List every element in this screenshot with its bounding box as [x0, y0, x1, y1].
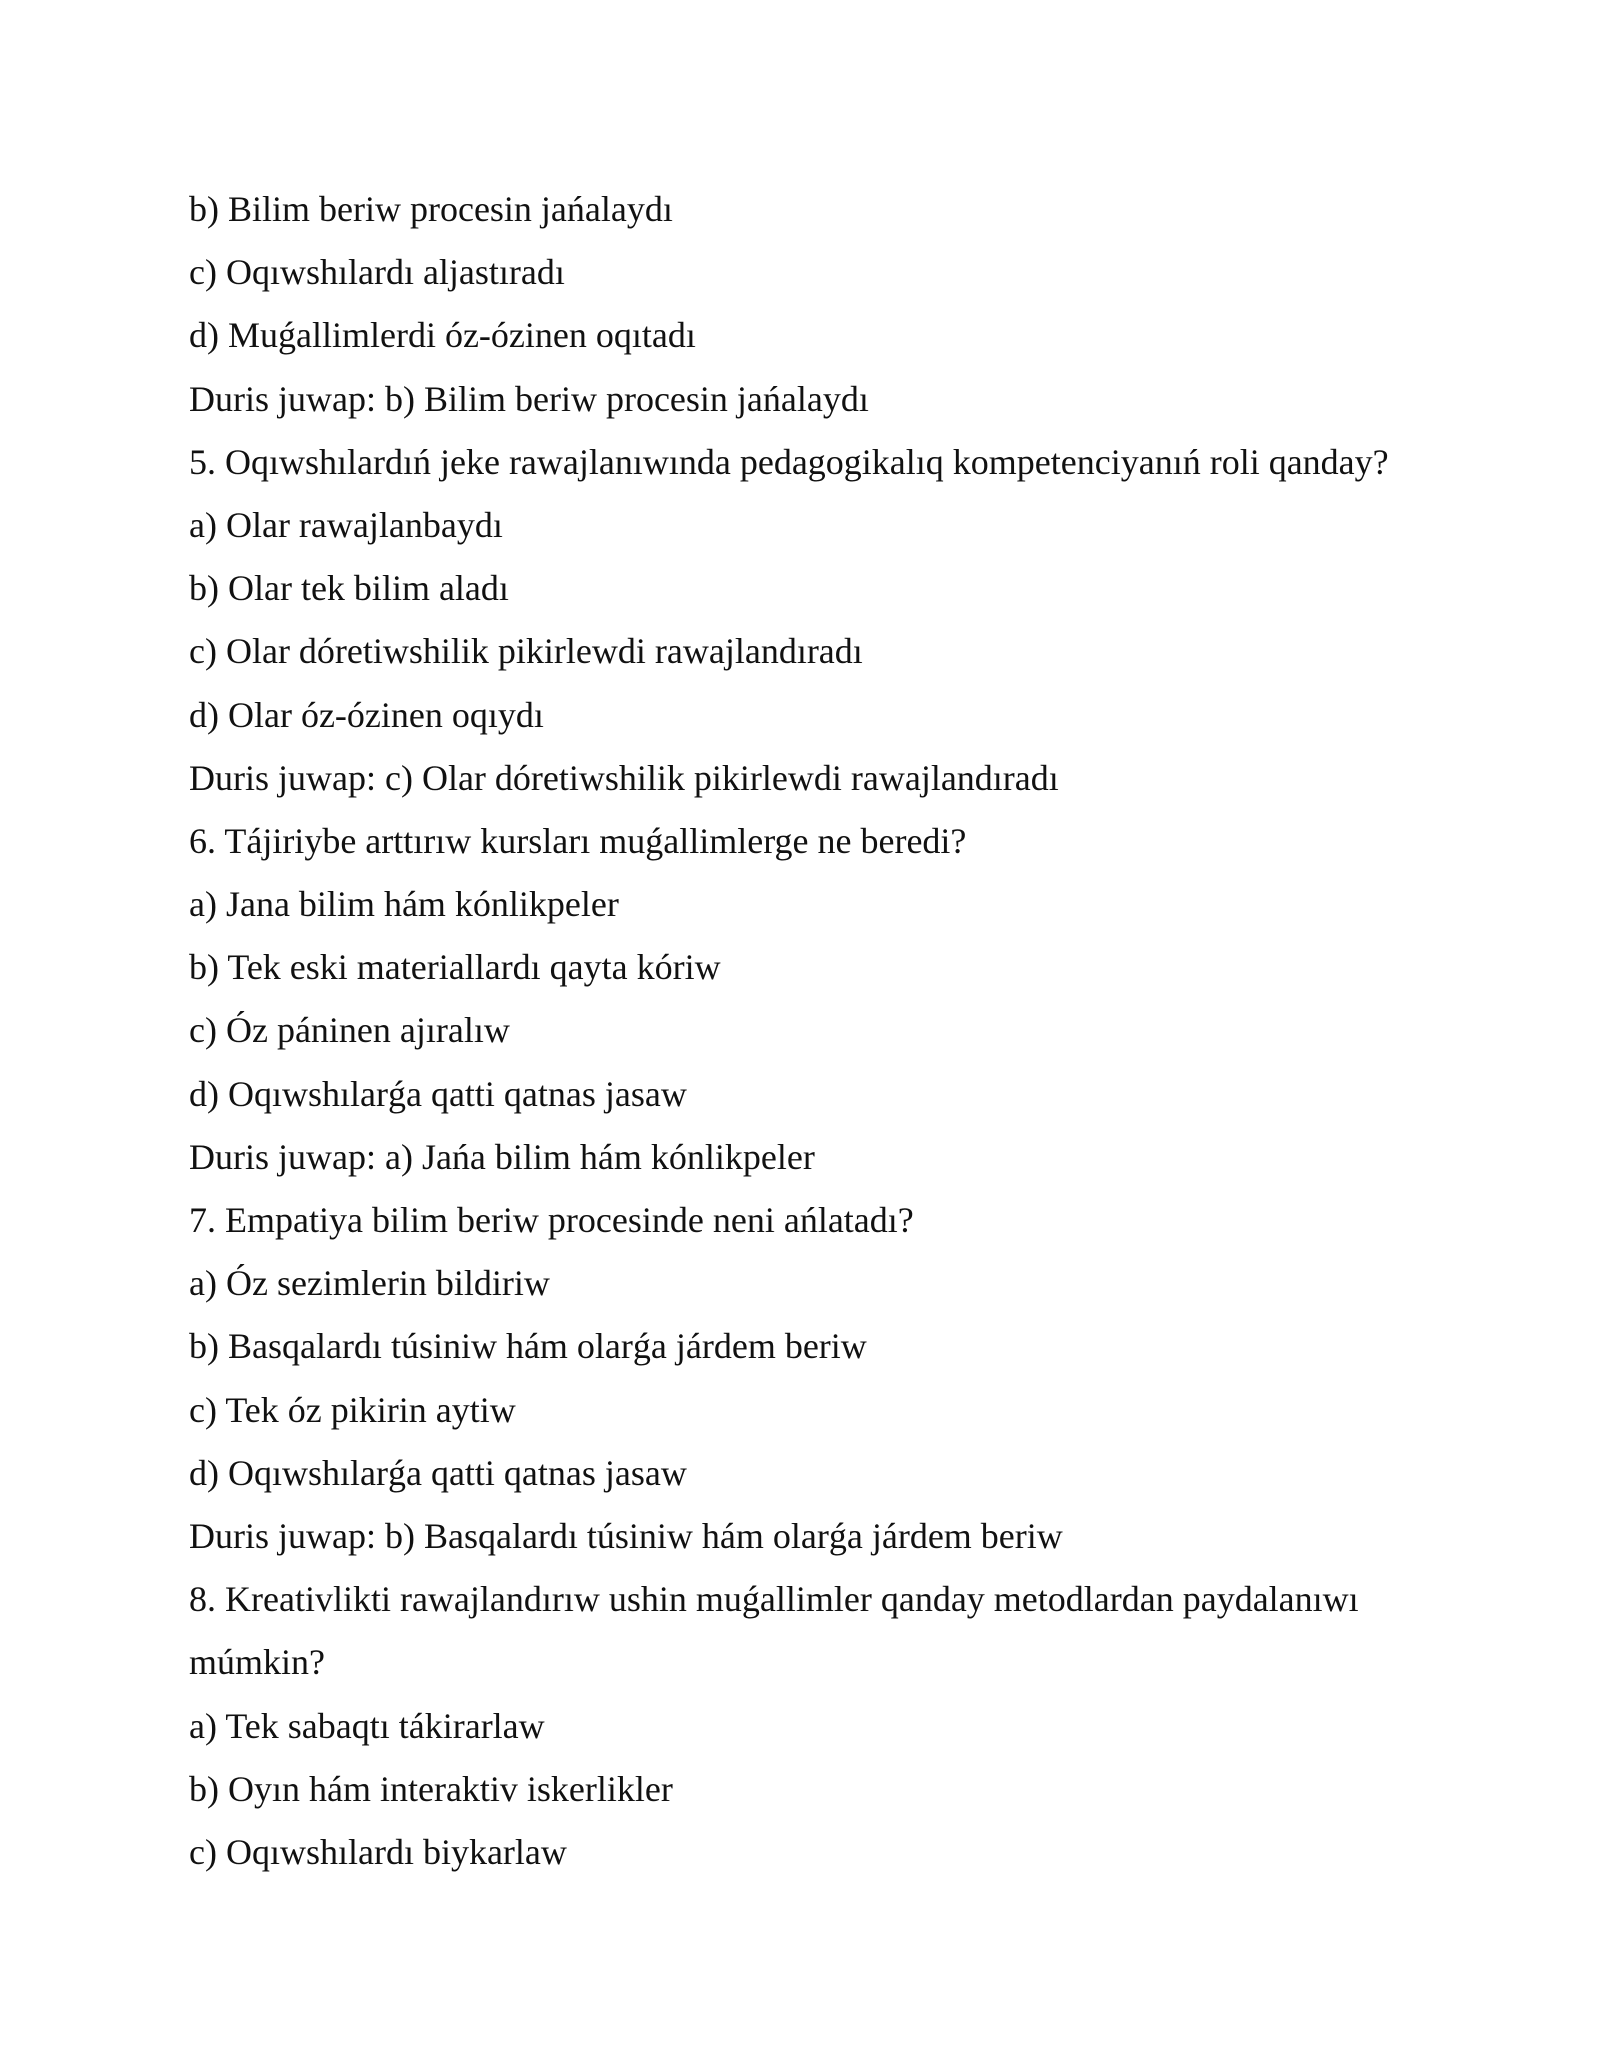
option-line: b) Basqalardı túsiniw hám olarǵa járdem beriw: [189, 1326, 867, 1367]
option-line: a) Óz sezimlerin bildiriw: [189, 1263, 550, 1304]
option-line: a) Jana bilim hám kónlikpeler: [189, 884, 619, 925]
answer-line: Duris juwap: a) Jańa bilim hám kónlikpeler: [189, 1136, 815, 1177]
answer-line: Duris juwap: c) Olar dóretiwshilik pikirlewdi rawajlandıradı: [189, 757, 1059, 798]
question-line: 8. Kreativlikti rawajlandırıw ushin muǵallimler qanday metodlardan paydalanıwı: [189, 1579, 1359, 1620]
question-line: 6. Tájiriybe arttırıw kursları muǵallimlerge ne beredi?: [189, 820, 967, 861]
option-line: b) Olar tek bilim aladı: [189, 568, 509, 609]
option-line: b) Bilim beriw procesin jańalaydı: [189, 189, 673, 229]
option-line: c) Olar dóretiwshilik pikirlewdi rawajlandıradı: [189, 631, 863, 672]
option-line: c) Oqıwshılardı aljastıradı: [189, 252, 565, 293]
option-line: c) Oqıwshılardı biykarlaw: [189, 1831, 567, 1872]
option-line: d) Olar óz-ózinen oqıydı: [189, 694, 544, 735]
option-line: b) Oyın hám interaktiv iskerlikler: [189, 1768, 673, 1809]
option-line: b) Tek eski materiallardı qayta kóriw: [189, 947, 721, 988]
option-line: d) Muǵallimlerdi óz-ózinen oqıtadı: [189, 315, 696, 356]
option-line: d) Oqıwshılarǵa qatti qatnas jasaw: [189, 1452, 687, 1493]
option-line: c) Óz páninen ajıralıw: [189, 1010, 510, 1051]
question-line: 5. Oqıwshılardıń jeke rawajlanıwında pedagogikalıq kompetenciyanıń roli qanday?: [189, 441, 1389, 482]
option-line: d) Oqıwshılarǵa qatti qatnas jasaw: [189, 1073, 687, 1114]
answer-line: Duris juwap: b) Basqalardı túsiniw hám olarǵa járdem beriw: [189, 1515, 1063, 1556]
option-line: a) Olar rawajlanbaydı: [189, 504, 503, 545]
option-line: c) Tek óz pikirin aytiw: [189, 1389, 516, 1430]
answer-line: Duris juwap: b) Bilim beriw procesin jańalaydı: [189, 378, 869, 419]
option-line: a) Tek sabaqtı tákirarlaw: [189, 1705, 545, 1746]
quiz-text-body: [189, 178, 1449, 1884]
question-line-continued: múmkin?: [189, 1642, 325, 1683]
question-line: 7. Empatiya bilim beriw procesinde neni ańlatadı?: [189, 1200, 914, 1240]
